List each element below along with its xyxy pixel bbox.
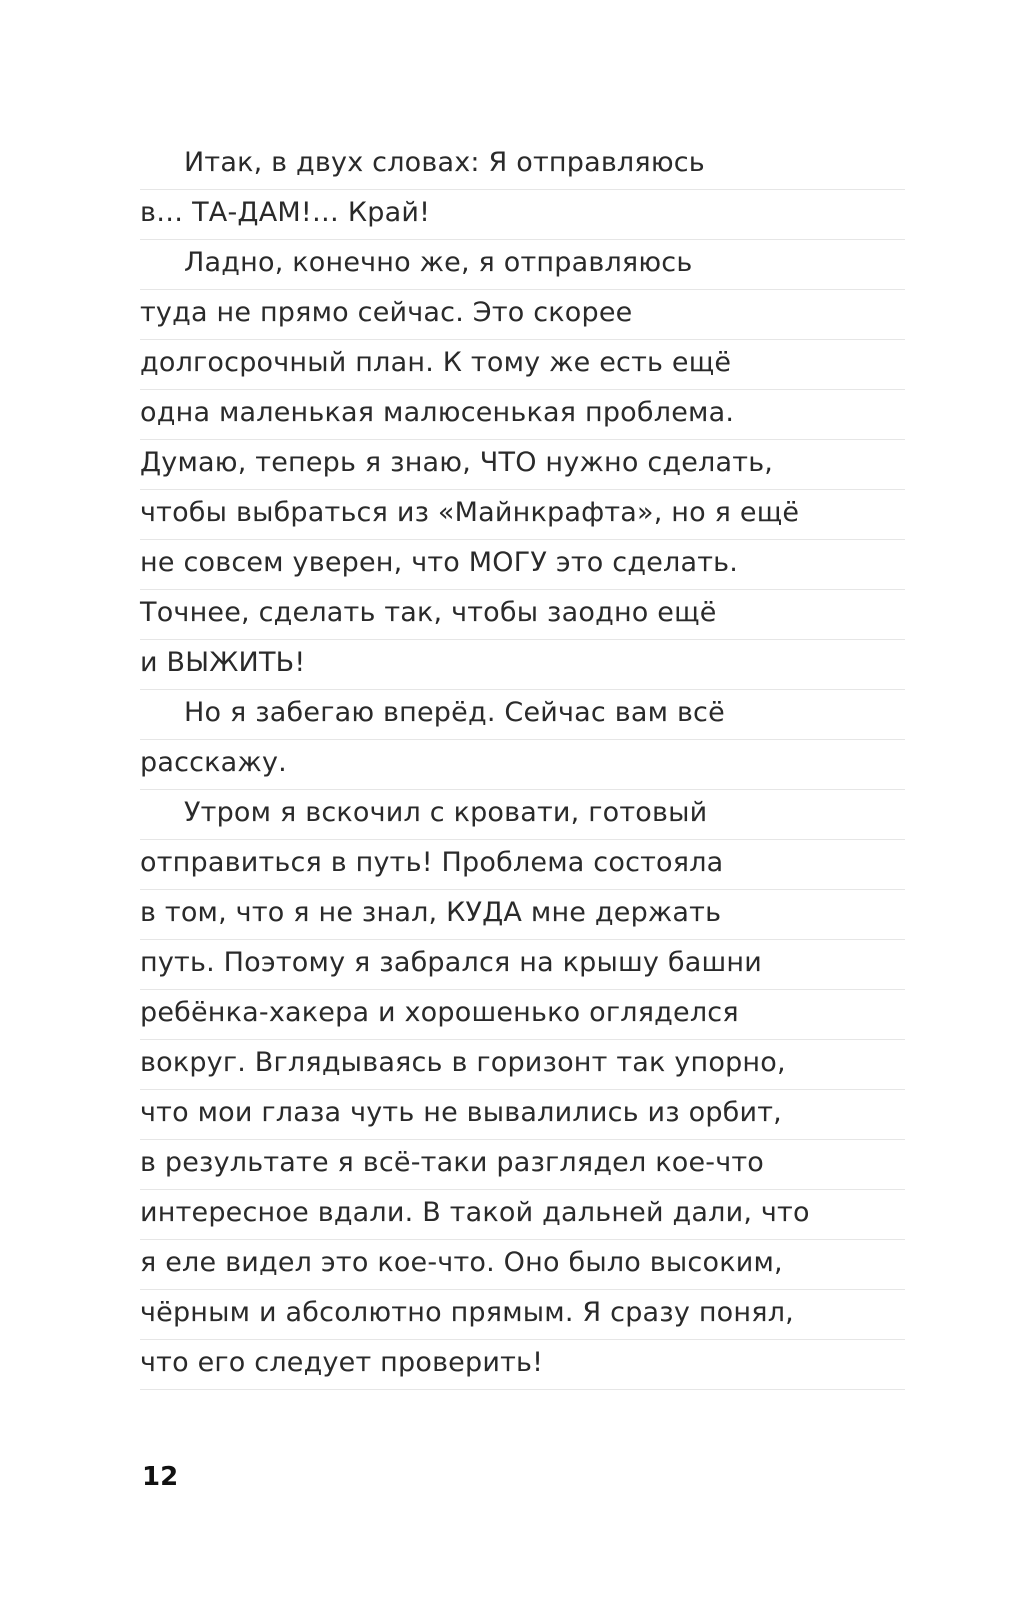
text-line: отправиться в путь! Проблема состояла [140, 840, 905, 890]
text-line: туда не прямо сейчас. Это скорее [140, 290, 905, 340]
text-line: не совсем уверен, что МОГУ это сделать. [140, 540, 905, 590]
text-line: чтобы выбраться из «Майнкрафта», но я ещё [140, 490, 905, 540]
text-line: чёрным и абсолютно прямым. Я сразу понял, [140, 1290, 905, 1340]
text-line: я еле видел это кое-что. Оно было высоким, [140, 1240, 905, 1290]
text-line: путь. Поэтому я забрался на крышу башни [140, 940, 905, 990]
text-line: интересное вдали. В такой дальней дали, что [140, 1190, 905, 1240]
text-line: и ВЫЖИТЬ! [140, 640, 905, 690]
page-number: 12 [142, 1462, 179, 1492]
text-line: ребёнка-хакера и хорошенько огляделся [140, 990, 905, 1040]
text-line: долгосрочный план. К тому же есть ещё [140, 340, 905, 390]
text-line: что мои глаза чуть не вывалились из орбит, [140, 1090, 905, 1140]
text-line: Но я забегаю вперёд. Сейчас вам всё [140, 690, 905, 740]
body-text [140, 140, 905, 1390]
text-line: Думаю, теперь я знаю, ЧТО нужно сделать, [140, 440, 905, 490]
text-line: Утром я вскочил с кровати, готовый [140, 790, 905, 840]
text-line: Итак, в двух словах: Я отправляюсь [140, 140, 905, 190]
text-line: вокруг. Вглядываясь в горизонт так упорно, [140, 1040, 905, 1090]
text-line: что его следует проверить! [140, 1340, 905, 1390]
text-line: расскажу. [140, 740, 905, 790]
text-line: в том, что я не знал, КУДА мне держать [140, 890, 905, 940]
text-line: в результате я всё-таки разглядел кое-что [140, 1140, 905, 1190]
text-line: в… ТА-ДАМ!… Край! [140, 190, 905, 240]
text-line: Ладно, конечно же, я отправляюсь [140, 240, 905, 290]
text-line: Точнее, сделать так, чтобы заодно ещё [140, 590, 905, 640]
text-line: одна маленькая малюсенькая проблема. [140, 390, 905, 440]
